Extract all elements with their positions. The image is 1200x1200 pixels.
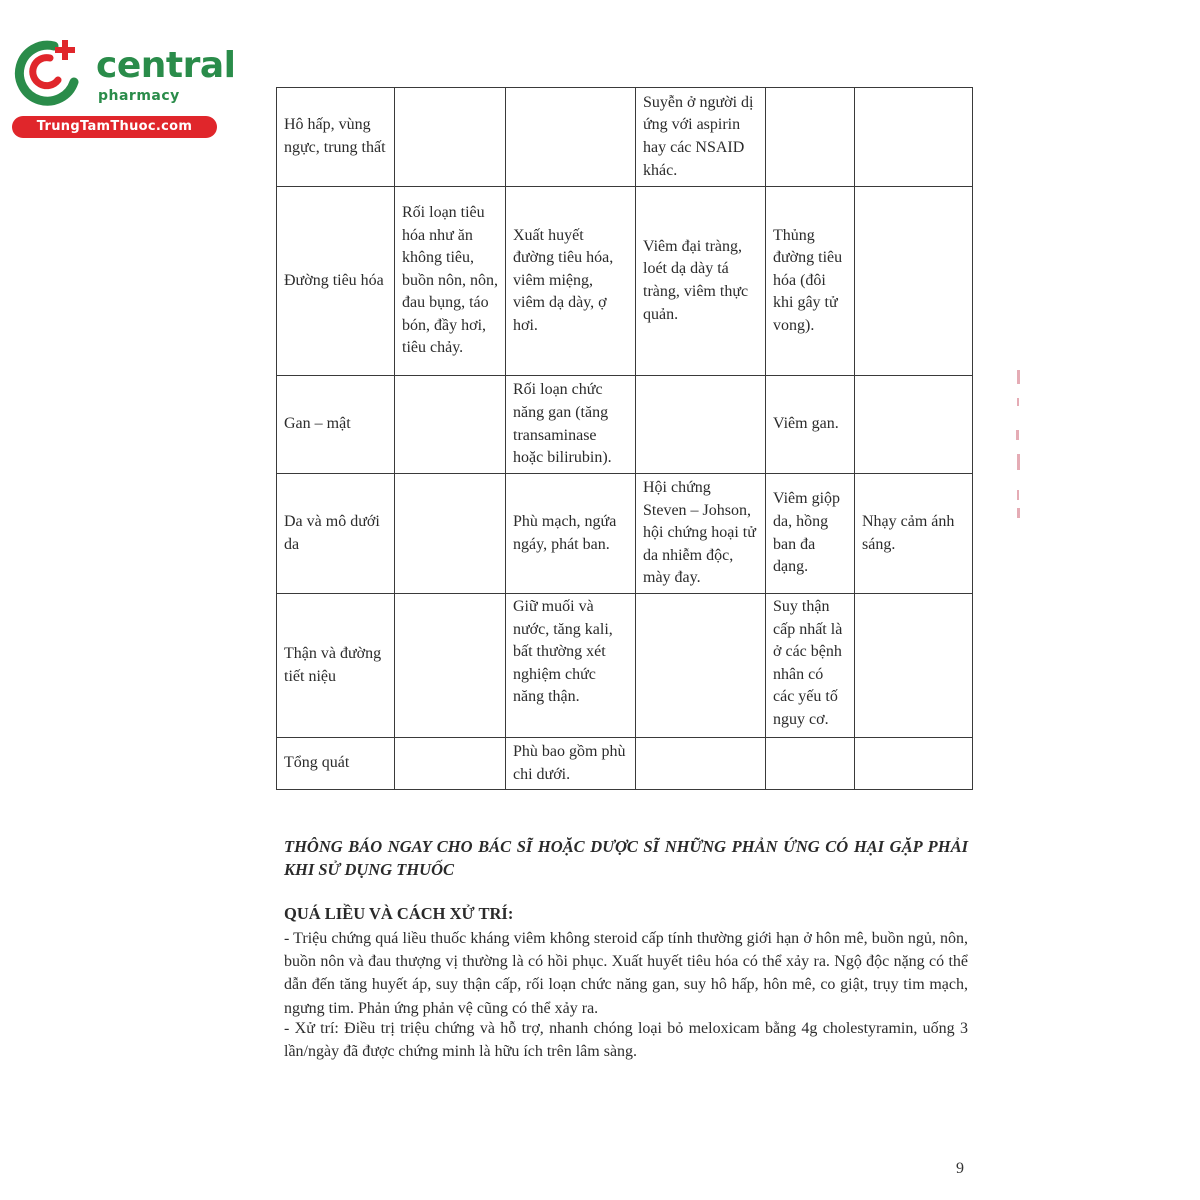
logo-brand-text: central	[96, 45, 236, 86]
table-cell	[855, 187, 973, 376]
table-cell-organ: Đường tiêu hóa	[277, 187, 395, 376]
overdose-treatment-paragraph: - Xử trí: Điều trị triệu chứng và hỗ trợ, nhanh chóng loại bỏ meloxicam bằng 4g cholestyramin, uống 3 lần/ngày đã được chứng minh là hữu ích trên lâm sàng.	[284, 1020, 968, 1061]
table-row	[277, 738, 973, 790]
table-cell	[395, 738, 506, 790]
logo-sub-text: pharmacy	[98, 88, 180, 104]
table-row	[277, 474, 973, 594]
table-row	[277, 594, 973, 738]
table-cell-organ: Tổng quát	[277, 738, 395, 790]
table-cell	[766, 738, 855, 790]
table-cell	[506, 88, 636, 187]
page-number: 9	[956, 1160, 964, 1177]
table-cell: Suyễn ở người dị ứng với aspirin hay các NSAID khác.	[636, 88, 766, 187]
table-cell: Viêm giộp da, hồng ban đa dạng.	[766, 474, 855, 594]
table-row	[277, 376, 973, 474]
adverse-effects-table	[276, 87, 973, 790]
table-cell: Phù mạch, ngứa ngáy, phát ban.	[506, 474, 636, 594]
table-row	[277, 88, 973, 187]
table-cell-organ: Hô hấp, vùng ngực, trung thất	[277, 88, 395, 187]
overdose-heading: QUÁ LIỀU VÀ CÁCH XỬ TRÍ:	[284, 904, 514, 923]
adverse-reaction-notice: THÔNG BÁO NGAY CHO BÁC SĨ HOẶC DƯỢC SĨ NHỮNG PHẢN ỨNG CÓ HẠI GẶP PHẢI KHI SỬ DỤNG THUỐC	[284, 837, 968, 879]
table-cell: Thủng đường tiêu hóa (đôi khi gây tử vong).	[766, 187, 855, 376]
table-cell	[855, 88, 973, 187]
table-cell	[395, 594, 506, 738]
table-cell	[395, 88, 506, 187]
overdose-symptoms-paragraph: - Triệu chứng quá liều thuốc kháng viêm không steroid cấp tính thường giới hạn ở hôn mê, buồn ngủ, nôn, buồn nôn và đau thượng vị thường là có hồi phục. Xuất huyết tiêu hóa có thể xảy ra. Ngộ độc nặng có thể dẫn đến tăng huyết áp, suy thận cấp, rối loạn chức năng gan, suy hô hấp, hôn mê, co giật, trụy tim mạch, ngưng tim. Phản ứng phản vệ cũng có thể xảy ra.	[284, 930, 968, 1017]
table-cell	[395, 376, 506, 474]
table-cell	[855, 376, 973, 474]
table-cell-organ: Thận và đường tiết niệu	[277, 594, 395, 738]
table-cell: Suy thận cấp nhất là ở các bệnh nhân có các yếu tố nguy cơ.	[766, 594, 855, 738]
table-cell: Rối loạn chức năng gan (tăng transaminase hoặc bilirubin).	[506, 376, 636, 474]
table-cell: Giữ muối và nước, tăng kali, bất thường xét nghiệm chức năng thận.	[506, 594, 636, 738]
faint-stamp-mark	[1012, 370, 1026, 520]
table-cell	[766, 88, 855, 187]
table-cell-organ: Gan – mật	[277, 376, 395, 474]
table-cell: Viêm đại tràng, loét dạ dày tá tràng, viêm thực quản.	[636, 187, 766, 376]
table-cell: Phù bao gồm phù chi dưới.	[506, 738, 636, 790]
table-cell: Rối loạn tiêu hóa như ăn không tiêu, buồn nôn, nôn, đau bụng, táo bón, đầy hơi, tiêu chảy.	[395, 187, 506, 376]
central-pharmacy-c-cross-icon	[10, 36, 88, 106]
table-cell	[636, 376, 766, 474]
logo-url-badge: TrungTamThuoc.com	[12, 116, 217, 138]
table-cell	[636, 594, 766, 738]
table-cell	[855, 738, 973, 790]
table-row	[277, 187, 973, 376]
table-cell-organ: Da và mô dưới da	[277, 474, 395, 594]
table-cell: Hội chứng Steven – Johson, hội chứng hoại tử da nhiễm độc, mày đay.	[636, 474, 766, 594]
table-cell: Viêm gan.	[766, 376, 855, 474]
table-cell	[636, 738, 766, 790]
table-cell: Nhạy cảm ánh sáng.	[855, 474, 973, 594]
table-cell	[395, 474, 506, 594]
table-cell: Xuất huyết đường tiêu hóa, viêm miệng, viêm dạ dày, ợ hơi.	[506, 187, 636, 376]
table-cell	[855, 594, 973, 738]
central-pharmacy-logo	[10, 36, 236, 136]
